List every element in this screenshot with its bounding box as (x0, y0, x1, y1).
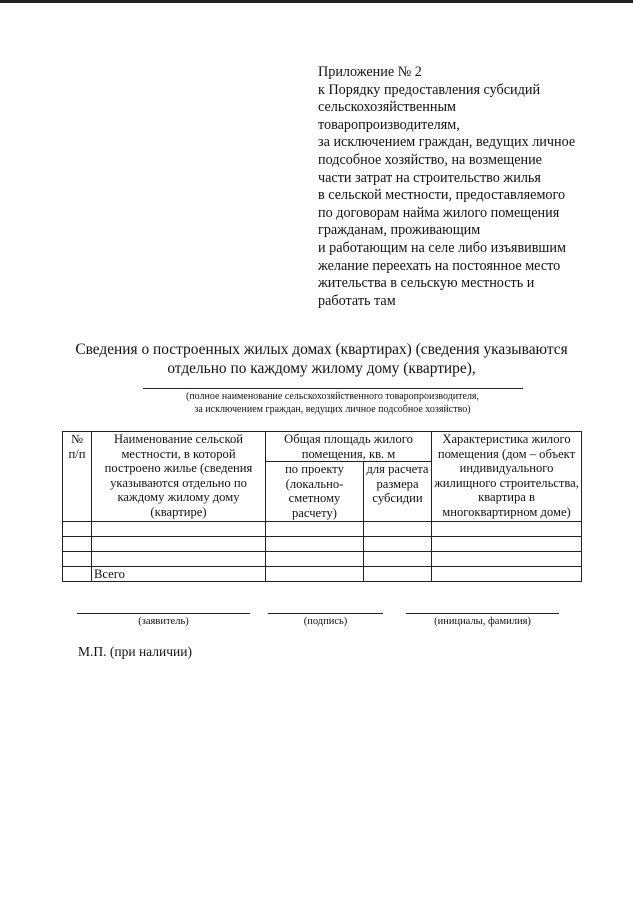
table-cell[interactable] (92, 536, 266, 551)
appendix-line: в сельской местности, предоставляемого (318, 187, 566, 204)
table-cell[interactable] (92, 551, 266, 566)
header-area: Общая площадь жилого помещения, кв. м (266, 432, 432, 462)
appendix-line: и работающим на селе либо изъявившим (318, 239, 566, 256)
header-characteristic: Характеристика жилого помещения (дом – объект индивидуального жилищного строительства, квартира в многоквартирном доме) (432, 432, 582, 522)
appendix-line: за исключением граждан, ведущих личное (318, 134, 576, 151)
document-title (40, 340, 603, 378)
table-cell[interactable] (364, 521, 432, 536)
appendix-line: желание переехать на постоянное место (318, 257, 561, 274)
page-top-edge (0, 0, 633, 3)
header-area-project: по проекту (локально-сметному расчету) (266, 462, 364, 521)
table-cell[interactable] (63, 566, 92, 582)
appendix-line: к Порядку предоставления субсидий (318, 81, 541, 98)
appendix-line: работать там (318, 292, 396, 309)
appendix-header (318, 64, 618, 310)
table-total-row (63, 566, 582, 582)
producer-name-line[interactable] (143, 388, 523, 389)
header-locality: Наименование сельской местности, в которой построено жилье (сведения указываются отдельно по каждому жилому дому (квартире) (92, 432, 266, 522)
table-cell[interactable] (266, 521, 364, 536)
table-cell[interactable] (63, 536, 92, 551)
table-row (63, 521, 582, 536)
appendix-line: товаропроизводителям, (318, 116, 460, 133)
stamp-note: М.П. (при наличии) (78, 644, 192, 659)
appendix-line: Приложение № 2 (318, 64, 422, 80)
appendix-line: сельскохозяйственным (318, 99, 457, 116)
table-cell[interactable] (63, 521, 92, 536)
signature-line[interactable] (268, 613, 383, 614)
total-label: Всего (92, 566, 266, 582)
signature-label: (подпись) (303, 616, 348, 627)
table-cell[interactable] (432, 521, 582, 536)
header-number: № п/п (63, 432, 92, 522)
title-line: Сведения о построенных жилых домах (квартирах) (сведения указываются (75, 341, 568, 358)
table-cell[interactable] (432, 551, 582, 566)
table-row (63, 536, 582, 551)
note-line: за исключением граждан, ведущих личное подсобное хозяйство) (194, 404, 471, 415)
table-cell[interactable] (364, 566, 432, 582)
producer-name-note (140, 390, 525, 416)
note-line: (полное наименование сельскохозяйственного товаропроизводителя, (185, 391, 480, 402)
applicant-label: (заявитель) (138, 616, 189, 627)
table-cell[interactable] (266, 566, 364, 582)
appendix-line: части затрат на строительство жилья (318, 169, 541, 186)
table-cell[interactable] (432, 566, 582, 582)
table-cell[interactable] (432, 536, 582, 551)
title-line: отдельно по каждому жилому дому (квартире), (167, 360, 476, 377)
initials-label: (инициалы, фамилия) (434, 616, 531, 627)
table-row (63, 551, 582, 566)
table-cell[interactable] (266, 551, 364, 566)
table-cell[interactable] (92, 521, 266, 536)
table-cell[interactable] (364, 551, 432, 566)
header-area-subsidy: для расчета размера субсидии (364, 462, 432, 521)
table-cell[interactable] (364, 536, 432, 551)
applicant-signature-line[interactable] (77, 613, 250, 614)
initials-line[interactable] (406, 613, 559, 614)
appendix-line: жительства в сельскую местность и (318, 275, 535, 292)
table-header-row (63, 432, 582, 462)
appendix-line: по договорам найма жилого помещения (318, 204, 560, 221)
table-cell[interactable] (63, 551, 92, 566)
appendix-line: подсобное хозяйство, на возмещение (318, 151, 542, 168)
appendix-line: гражданам, проживающим (318, 222, 481, 239)
housing-table (62, 431, 582, 582)
table-cell[interactable] (266, 536, 364, 551)
